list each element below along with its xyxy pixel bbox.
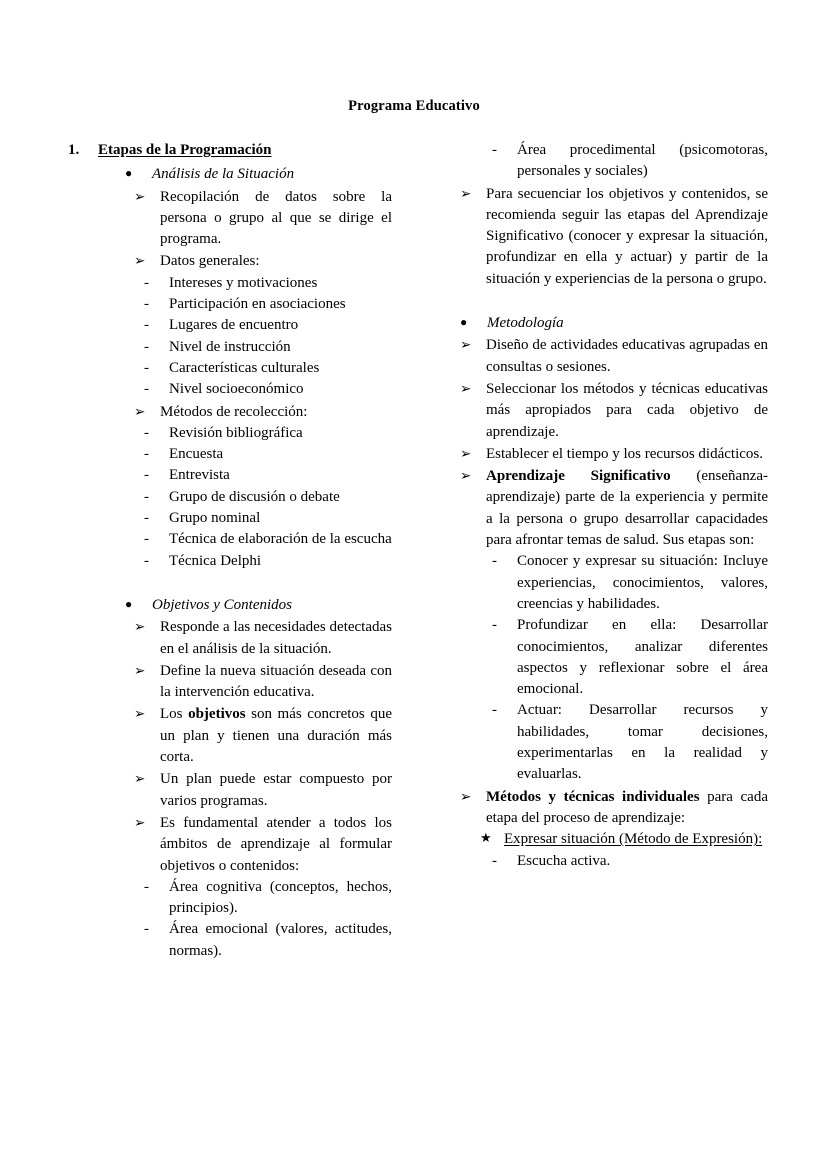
subsection-heading-analisis [68,164,392,185]
list-item [68,465,392,486]
list-item-text: Métodos de recolección: [160,403,308,420]
list-item-text: Nivel de instrucción [169,338,291,355]
dash-bullet-icon: - [492,702,497,719]
list-item-text: Conocer y expresar su situación: Incluye experiencias, conocimientos, valores, creencias y habilidades. [517,553,768,612]
dash-bullet-icon: - [144,424,149,441]
arrow-bullet-icon: ➢ [460,468,472,484]
section-spacer [68,572,392,592]
dash-bullet-icon: - [144,446,149,463]
list-item-text-rich [486,466,768,551]
list-item [68,423,392,444]
list-item [68,294,392,315]
list-item-text: Datos generales: [160,253,260,270]
inline-text: (enseñanza-aprendizaje) parte de la experiencia y permite a la persona o grupo desarrollar capacidades para afrontar temas de salud. Sus etapas son: [486,468,768,549]
emphasis-bold-text: objetivos [188,706,246,723]
list-item [68,337,392,358]
list-item-text: Revisión bibliográfica [169,424,303,441]
list-item [446,335,768,378]
list-item-text: Intereses y motivaciones [169,274,318,291]
subsection-heading-label: Objetivos y Contenidos [152,596,292,613]
dash-bullet-icon: - [144,531,149,548]
list-item-text-rich [486,787,768,830]
list-item-text: Recopilación de datos sobre la persona o grupo al que se dirige el programa. [160,188,392,248]
two-column-body [0,140,828,962]
list-item-text: Es fundamental atender a todos los ámbitos de aprendizaje al formular objetivos o contenidos: [160,814,392,874]
list-item [68,661,392,704]
inline-text: son más concretos que un plan y tienen una duración más corta. [160,706,392,766]
list-item [446,787,768,830]
list-item-text: Seleccionar los métodos y técnicas educativas más apropiados para cada objetivo de aprendizaje. [486,380,768,440]
list-item-text: Características culturales [169,359,320,376]
arrow-bullet-icon: ➢ [134,814,146,830]
dash-bullet-icon: - [144,510,149,527]
list-item [446,851,768,872]
arrow-bullet-icon: ➢ [134,706,146,722]
inline-text: Los [160,706,189,723]
dash-bullet-icon: - [492,852,497,869]
arrow-bullet-icon: ➢ [460,445,472,461]
list-item [68,769,392,812]
list-item-text: Un plan puede estar compuesto por varios programas. [160,771,392,809]
list-item-text: Define la nueva situación deseada con la intervención educativa. [160,662,392,701]
list-item [68,919,392,962]
dash-bullet-icon: - [144,296,149,313]
section-heading-etapas [68,140,392,161]
list-item [446,444,768,465]
dash-bullet-icon: - [144,338,149,355]
list-item [68,508,392,529]
dot-bullet-icon: ● [460,315,468,330]
subsection-heading-label: Análisis de la Situación [152,166,295,183]
list-item-text: Área cognitiva (conceptos, hechos, principios). [169,878,392,917]
list-item [68,617,392,660]
list-item-text: Área emocional (valores, actitudes, normas). [169,921,392,959]
arrow-bullet-icon: ➢ [134,771,146,787]
list-item [68,877,392,920]
dash-bullet-icon: - [144,381,149,398]
arrow-bullet-icon: ➢ [134,253,146,269]
arrow-bullet-icon: ➢ [460,380,472,396]
list-item-text: Diseño de actividades educativas agrupadas en consultas o sesiones. [486,337,768,375]
arrow-bullet-icon: ➢ [134,188,146,204]
list-item [68,704,392,768]
dash-bullet-icon: - [144,878,149,895]
list-item [68,251,392,272]
arrow-bullet-icon: ➢ [460,337,472,353]
arrow-bullet-icon: ➢ [134,619,146,635]
subsection-heading-objetivos [68,595,392,616]
list-item [446,379,768,443]
list-item-text: Área procedimental (psicomotoras, personales y sociales) [517,142,768,180]
section-spacer [446,290,768,310]
dash-bullet-icon: - [144,467,149,484]
list-item [68,402,392,423]
list-item-text: Profundizar en ella: Desarrollar conocimientos, analizar diferentes aspectos y reflexionar sobre el área emocional. [517,617,768,698]
list-item [446,551,768,615]
list-item-text: Nivel socioeconómico [169,381,304,398]
list-item [68,487,392,508]
list-item [446,829,768,850]
dash-bullet-icon: - [144,488,149,505]
list-number-marker: 1. [68,142,80,158]
list-item-text-rich [160,704,392,768]
page-title: Programa Educativo [348,98,480,114]
left-column [0,140,414,962]
list-item-text: Encuesta [169,446,224,463]
list-item [446,140,768,183]
list-item-text: Establecer el tiempo y los recursos didácticos. [486,445,763,462]
list-item-text: Actuar: Desarrollar recursos y habilidades, tomar decisiones, experimentarlas en la realidad y evaluarlas. [517,702,768,783]
dash-bullet-icon: - [144,317,149,334]
list-item [68,813,392,877]
list-item-text: Para secuenciar los objetivos y contenidos, se recomienda seguir las etapas del Aprendizaje Significativo (conocer y expresar la situación, profundizar en ella y actuar) y partir de la situación y experiencias de la persona o grupo. [486,185,768,287]
dash-bullet-icon: - [492,617,497,634]
dot-bullet-icon: ● [125,596,133,611]
inline-text: para cada etapa del proceso de aprendizaje: [486,788,768,826]
dash-bullet-icon: - [144,274,149,291]
list-item-text: Grupo de discusión o debate [169,488,340,505]
list-item [68,379,392,400]
dash-bullet-icon: - [492,553,497,570]
dot-bullet-icon: ● [125,166,133,181]
arrow-bullet-icon: ➢ [460,788,472,804]
dash-bullet-icon: - [144,359,149,376]
right-column [414,140,828,872]
dash-bullet-icon: - [492,142,497,158]
subsection-heading-label: Metodología [487,315,564,332]
arrow-bullet-icon: ➢ [460,185,472,201]
list-item [446,700,768,785]
arrow-bullet-icon: ➢ [134,662,146,678]
list-item-text: Lugares de encuentro [169,317,299,334]
arrow-bullet-icon: ➢ [134,403,146,419]
list-item-text: Escucha activa. [517,852,611,869]
list-item [68,315,392,336]
dash-bullet-icon: - [144,921,149,938]
list-item [446,615,768,700]
list-item-text: Responde a las necesidades detectadas en el análisis de la situación. [160,619,392,657]
list-item [68,187,392,251]
emphasis-bold-text: Aprendizaje Significativo [486,468,671,485]
list-item-text: Expresar situación (Método de Expresión): [504,831,763,848]
list-item [68,551,392,572]
list-item-text: Entrevista [169,467,230,484]
star-bullet-icon: ★ [480,830,492,846]
list-item [446,184,768,290]
list-item-text: Participación en asociaciones [169,296,346,313]
emphasis-bold-text: Métodos y técnicas individuales [486,788,700,805]
list-item [68,358,392,379]
list-item [68,273,392,294]
list-item-text: Técnica de elaboración de la escucha [169,531,392,548]
list-item-text: Grupo nominal [169,510,261,527]
list-item [68,444,392,465]
section-heading-label: Etapas de la Programación [98,142,272,158]
subsection-heading-metodologia [446,313,768,334]
list-item-text: Técnica Delphi [169,552,262,569]
dash-bullet-icon: - [144,552,149,569]
list-item [68,529,392,550]
list-item [446,466,768,551]
